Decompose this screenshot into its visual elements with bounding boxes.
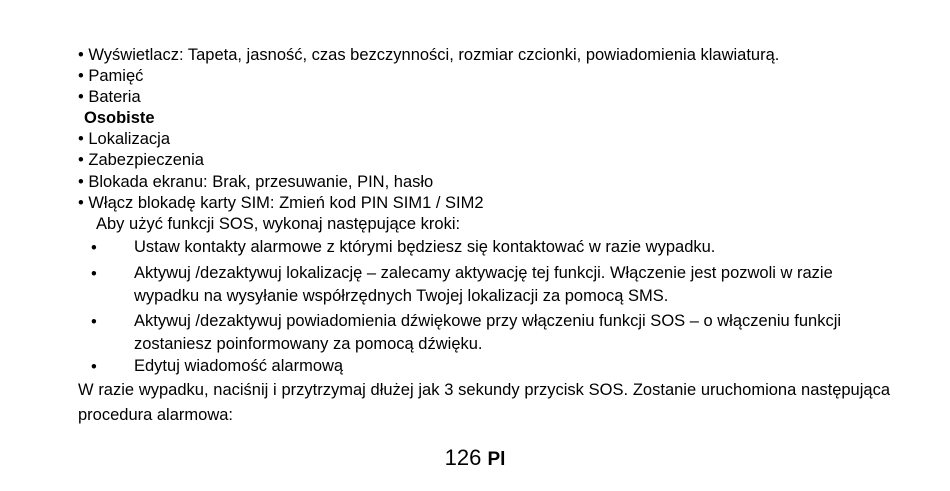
sos-step-message: Edytuj wiadomość alarmową [134, 357, 344, 375]
list-item-location: • Lokalizacja [78, 130, 170, 148]
list-item-sim-lock: • Włącz blokadę karty SIM: Zmień kod PIN SIM1 / SIM2 [78, 194, 484, 212]
page-number: 126 [444, 445, 482, 470]
list-item-battery: • Bateria [78, 88, 141, 106]
bullet-marker: • [91, 358, 97, 376]
list-item-screen-lock: • Blokada ekranu: Brak, przesuwanie, PIN, hasło [78, 173, 434, 191]
sos-step-sound: Aktywuj /dezaktywuj powiadomienia dźwiękowe przy włączeniu funkcji SOS – o włączeniu funkcji zostaniesz poinformowany za pomocą dźwięku. [134, 312, 842, 353]
language-code: Pl [487, 449, 506, 470]
bullet-marker: • [91, 239, 97, 257]
list-item-memory: • Pamięć [78, 67, 144, 85]
bullet-marker: • [91, 313, 97, 331]
list-item-security: • Zabezpieczenia [78, 151, 204, 169]
page-footer [0, 445, 950, 473]
section-heading: Osobiste [84, 109, 155, 127]
sos-step-contacts: Ustaw kontakty alarmowe z którymi będziesz się kontaktować w razie wypadku. [134, 238, 716, 256]
bullet-marker: • [91, 265, 97, 283]
sos-intro: Aby użyć funkcji SOS, wykonaj następujące kroki: [96, 215, 461, 233]
list-item-display: • Wyświetlacz: Tapeta, jasność, czas bezczynności, rozmiar czcionki, powiadomienia klawiaturą. [78, 46, 780, 64]
emergency-paragraph: W razie wypadku, naciśnij i przytrzymaj dłużej jak 3 sekundy przycisk SOS. Zostanie uruchomiona następująca procedura alarmowa: [78, 381, 890, 424]
sos-step-location: Aktywuj /dezaktywuj lokalizację – zalecamy aktywację tej funkcji. Włączenie jest pozwoli w razie wypadku na wysyłanie współrzędnych Twojej lokalizacji za pomocą SMS. [134, 264, 833, 305]
